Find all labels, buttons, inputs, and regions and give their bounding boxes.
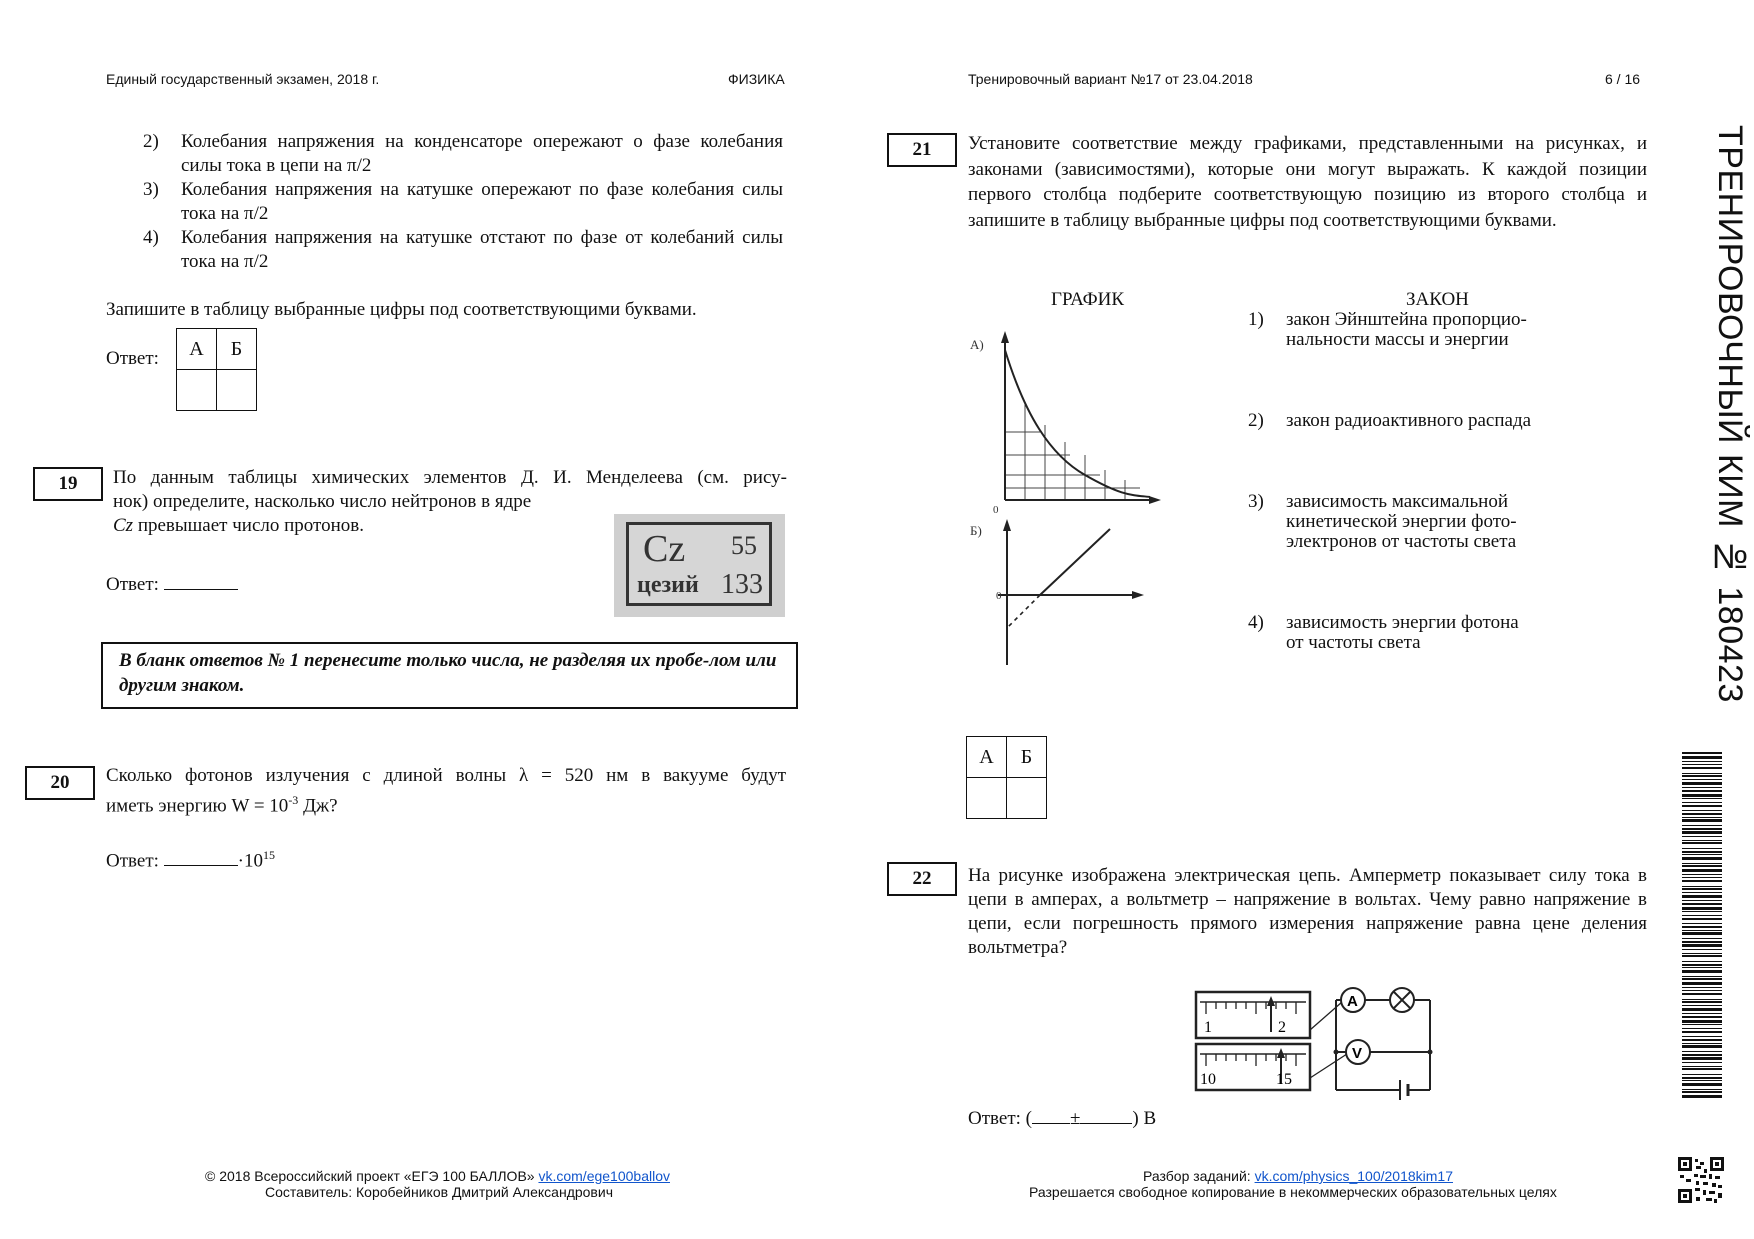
header-page-number: 6 / 16 [1605,71,1641,87]
footer-project-link[interactable]: vk.com/ege100ballov [538,1168,670,1184]
ammeter-scale-label-1: 1 [1204,1019,1212,1036]
answer-form-notice-text: В бланк ответов № 1 перенесите только числа, не разделяя их пробе-лом или другим знаком. [119,650,777,696]
q22-answer-suffix: ) В [1132,1108,1157,1129]
q21-col-a-header: А [967,737,1007,778]
circuit-diagram [1190,980,1450,1100]
q18-instruction: Запишите в таблицу выбранные цифры под соответствующими буквами. [106,299,697,320]
law-3: 3) зависимость максимальной кинетической энергии фото- электронов от частоты света [1248,491,1517,552]
footer-author: Составитель: Коробейников Дмитрий Александрович [265,1184,613,1200]
q22-answer-error-blank[interactable] [1080,1103,1132,1124]
element-mass: 133 [721,569,763,600]
voltmeter-symbol: V [1352,1045,1363,1062]
q18-option-4: 4) Колебания напряжения на катушке отстают по фазе от колебаний силы тока на π/2 [143,227,783,272]
q20-answer [106,843,275,873]
q19-text-line-1: По данным таблицы химических элементов Д. И. Менделеева (см. рису- [113,467,787,488]
element-cell-image [614,514,785,617]
q21-answer-cell-b[interactable] [1007,778,1047,819]
ammeter-scale-label-2: 2 [1278,1019,1286,1036]
footer-license: Разрешается свободное копирование в некоммерческих образовательных целях [1029,1184,1557,1200]
q20-answer-factor: ·10 [237,850,263,872]
qr-code-image [1678,1157,1724,1203]
footer-analysis-link[interactable]: vk.com/physics_100/2018kim17 [1254,1168,1453,1184]
graph-b-line [1040,529,1110,595]
ammeter-scale [1196,992,1310,1038]
q20-text [106,764,786,818]
graph-b-label: Б) [970,523,982,538]
vertical-kim-title: ТРЕНИРОВОЧНЫЙ КИМ № 180423 [1711,125,1749,703]
q21-law-column-header: ЗАКОН [1406,289,1469,310]
voltmeter-scale-label-15: 15 [1276,1071,1292,1088]
q19-text-line-2: нок) определите, насколько число нейтронов в ядре [113,491,532,512]
q20-answer-label: Ответ: [106,850,159,872]
q19-answer [106,569,238,597]
header-exam-title: Единый государственный экзамен, 2018 г. [106,71,380,87]
q22-answer-prefix: Ответ: ( [968,1108,1032,1129]
q20-text-line-1: Сколько фотонов излучения с длиной волны λ = 520 нм в вакууме будут [106,765,786,786]
q22-answer-value-blank[interactable] [1032,1103,1070,1124]
graph-a-grid [1005,380,1140,500]
q19-answer-blank[interactable] [164,569,238,590]
law-1: 1) закон Эйнштейна пропорцио- нальности массы и энергии [1248,309,1527,350]
footer-copyright [205,1168,670,1184]
q22-answer [968,1103,1156,1131]
q21-answer-table [966,736,1047,819]
q19-answer-label: Ответ: [106,574,159,595]
q18-col-b-header: Б [217,329,257,370]
q18-col-a-header: А [177,329,217,370]
q21-number-box: 21 [887,133,957,167]
footer-analysis-text: Разбор заданий: [1143,1168,1255,1184]
q18-answer-table [176,328,257,411]
voltmeter-scale-label-10: 10 [1200,1071,1216,1088]
q20-answer-exponent: 15 [262,848,275,862]
q18-answer-label: Ответ: [106,348,159,369]
law-2: 2) закон радиоактивного распада [1248,410,1532,431]
q20-text-line-2: иметь энергию $W = 10^{-3}$ Дж? [106,793,338,817]
q20-number-box: 20 [25,766,95,800]
element-symbol: Cz [643,528,686,570]
footer-copyright-text: © 2018 Всероссийский проект «ЕГЭ 100 БАЛЛОВ» [205,1168,539,1184]
header-subject: ФИЗИКА [728,71,785,87]
q18-answer-cell-a[interactable] [177,370,217,411]
answer-form-notice [101,642,798,709]
element-atomic-number: 55 [731,531,757,560]
law-4: 4) зависимость энергии фотона от частоты света [1248,612,1519,653]
graph-a [960,325,1180,515]
q22-number-box: 22 [887,862,957,896]
voltmeter-scale [1196,1044,1310,1090]
graph-a-origin: 0 [993,504,999,515]
graph-b-dashed-extension [1007,595,1040,628]
graph-a-label: А) [970,337,984,352]
header-variant: Тренировочный вариант №17 от 23.04.2018 [968,71,1253,87]
ammeter-symbol: A [1347,993,1358,1010]
q21-col-b-header: Б [1007,737,1047,778]
q21-answer-cell-a[interactable] [967,778,1007,819]
q18-answer-cell-b[interactable] [217,370,257,411]
q18-options [143,130,783,274]
q21-graph-column-header: ГРАФИК [1051,289,1125,310]
q21-text: Установите соответствие между графиками, представленными на рисунках, и законами (зависимостями), которые они могут выражать. К каждой позиции первого столбца подберите соответствующую позицию из второго столбца и запишите в таблицу выбранные цифры под соответствующими буквами. [968,133,1647,231]
q19-text-line-3: Cz превышает число протонов. [113,515,364,536]
q19-number-box: 19 [33,467,103,501]
element-name: цезий [637,572,699,598]
q18-option-2: 2) Колебания напряжения на конденсаторе опережают о фазе колебания силы тока в цепи на π/2 [143,131,783,176]
q22-text: На рисунке изображена электрическая цепь. Амперметр показывает силу тока в цепи в амперах, а вольтметр – напряжение в вольтах. Чему равно напряжение в цепи, если погрешность прямого измерения напряжение равна цене деления вольтметра? [968,865,1647,958]
q20-answer-blank[interactable] [164,845,238,866]
graph-b [960,515,1160,670]
barcode-image [1682,752,1722,1100]
graph-b-origin: 0 [996,590,1002,602]
q22-answer-pm: ± [1069,1108,1081,1129]
footer-analysis [1143,1168,1453,1184]
q18-option-3: 3) Колебания напряжения на катушке опережают по фазе колебания силы тока на π/2 [143,179,783,224]
